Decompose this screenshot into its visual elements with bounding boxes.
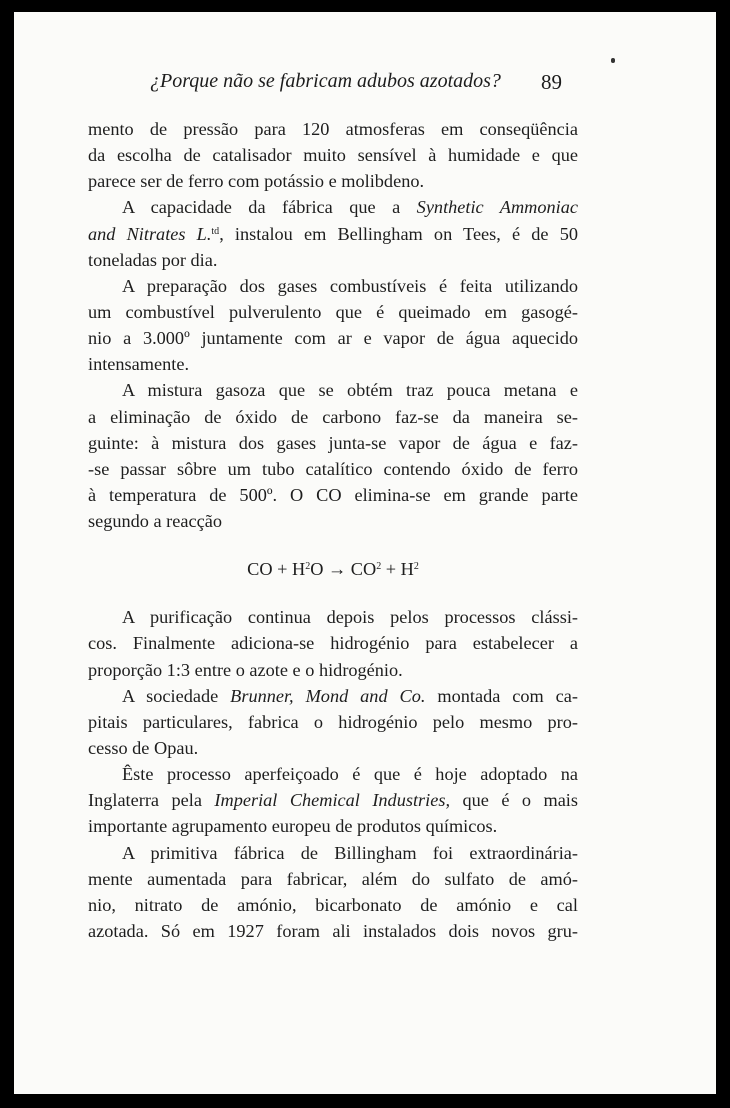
superscript: td	[211, 225, 220, 237]
text-line	[88, 787, 578, 813]
company-name: Imperial Chemical Industries,	[214, 790, 451, 811]
paragraph	[88, 840, 578, 945]
paragraph	[88, 273, 578, 378]
formula-part: O → CO	[310, 559, 377, 580]
text-run: montada com ca-	[425, 685, 579, 706]
text-line: da escolha de catalisador muito sensível à humidade e que	[88, 145, 578, 166]
text-line: -se passar sôbre um tubo catalítico contendo óxido de ferro	[88, 458, 578, 479]
page-number: 89	[541, 70, 562, 94]
text-line: nio, nitrato de amónio, bicarbonato de amónio e cal	[88, 894, 578, 915]
text-line: A primitiva fábrica de Billingham foi extraordinária-	[122, 842, 578, 863]
text-line: A purificação continua depois pelos processos clássi-	[122, 607, 578, 628]
formula-part: + H	[381, 559, 414, 580]
text-line: toneladas por dia.	[88, 249, 218, 270]
book-page	[14, 12, 716, 1094]
text-line: nio a 3.000º juntamente com ar e vapor de água aquecido	[88, 328, 578, 349]
paragraph	[88, 683, 578, 761]
text-line: Êste processo aperfeiçoado é que é hoje adoptado na	[122, 764, 578, 785]
text-line: pitais particulares, fabrica o hidrogénio pelo mesmo pro-	[88, 711, 578, 732]
paragraph	[88, 604, 578, 682]
text-run: que é o mais	[450, 790, 579, 811]
company-name: Synthetic Ammoniac	[416, 197, 578, 218]
paragraph	[88, 194, 578, 272]
text-line	[88, 683, 578, 709]
text-line: intensamente.	[88, 354, 190, 375]
text-line: A preparação dos gases combustíveis é feita utilizando	[122, 275, 578, 296]
paragraph	[88, 377, 578, 534]
scan-speck	[611, 58, 615, 63]
body-text	[88, 116, 578, 944]
text-run: Inglaterra pela	[88, 790, 215, 811]
text-run: A capacidade da fábrica que a	[122, 197, 417, 218]
paragraph	[88, 761, 578, 839]
superscript: 2	[376, 561, 382, 573]
text-line: cos. Finalmente adiciona-se hidrogénio para estabelecer a	[88, 633, 578, 654]
text-line: à temperatura de 500º. O CO elimina-se em grande parte	[88, 484, 578, 505]
text-line: cesso de Opau.	[88, 737, 199, 758]
running-title: ¿Porque não se fabricam adubos azotados?	[150, 70, 501, 92]
text-line: azotada. Só em 1927 foram ali instalados dois novos gru-	[88, 920, 578, 941]
text-line	[88, 221, 578, 247]
page-header	[14, 70, 716, 110]
text-line: segundo a reacção	[88, 511, 222, 532]
text-line: a eliminação de óxido de carbono faz-se da maneira se-	[88, 406, 578, 427]
text-line: guinte: à mistura dos gases junta-se vapor de água e faz-	[88, 432, 578, 453]
company-name: and Nitrates L.	[88, 223, 212, 244]
chemical-equation	[88, 556, 578, 582]
text-line: mento de pressão para 120 atmosferas em conseqüência	[88, 119, 578, 139]
company-name: Brunner, Mond and Co.	[230, 685, 426, 706]
formula-part: CO + H	[247, 559, 306, 580]
text-run: A sociedade	[122, 685, 231, 706]
text-line	[88, 194, 578, 220]
superscript: 2	[413, 561, 419, 573]
text-line: mente aumentada para fabricar, além do sulfato de amó-	[88, 868, 578, 889]
text-line: um combustível pulverulento que é queimado em gasogé-	[88, 301, 578, 322]
text-run: , instalou em Bellingham on Tees, é de 50	[219, 223, 578, 244]
paragraph	[88, 116, 578, 194]
superscript: 2	[305, 561, 311, 573]
text-line: A mistura gasoza que se obtém traz pouca metana e	[122, 380, 578, 401]
text-line: importante agrupamento europeu de produtos químicos.	[88, 816, 498, 837]
text-line: proporção 1:3 entre o azote e o hidrogénio.	[88, 659, 403, 680]
text-line: parece ser de ferro com potássio e molibdeno.	[88, 171, 425, 192]
